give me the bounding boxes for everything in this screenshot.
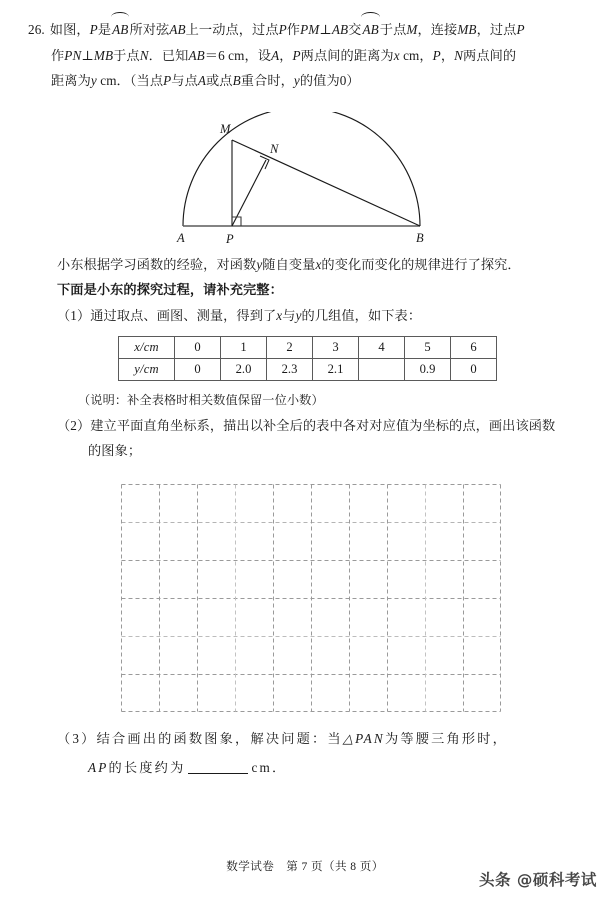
cell-y-5: 0.9 xyxy=(405,359,451,381)
segment-PN xyxy=(232,160,266,226)
stem-text: ．已知 xyxy=(148,47,189,63)
exploration-intro xyxy=(57,252,521,277)
label-P: P xyxy=(226,232,234,246)
stem-text: ，连接 xyxy=(417,22,458,37)
cell-y-3: 2.1 xyxy=(313,359,359,381)
math-var-y: y xyxy=(293,73,300,88)
math-var-P: P xyxy=(278,22,287,37)
stem-text: 作 xyxy=(286,22,301,37)
perpendicular-symbol: ⊥ xyxy=(81,47,94,63)
q3-text: 的长度约为 xyxy=(108,760,186,775)
stem-text: 上一动点，过点 xyxy=(185,22,279,37)
math-seg-PM: PM xyxy=(300,22,320,37)
math-seg-MB: MB xyxy=(93,47,114,63)
stem-text: 与点 xyxy=(171,73,198,88)
xy-data-table xyxy=(118,336,497,381)
math-var-P: P xyxy=(516,22,525,37)
question-3-line1 xyxy=(57,726,508,751)
math-var-A: A xyxy=(271,47,280,63)
geometry-svg xyxy=(150,112,460,247)
math-var-x: x xyxy=(315,257,322,272)
exploration-bold-heading: 下面是小东的探究过程，请补充完整： xyxy=(57,282,283,297)
math-var-N: N xyxy=(139,47,149,63)
table-row-x xyxy=(119,337,497,359)
stem-text: 两点间的 xyxy=(463,47,517,63)
label-M: M xyxy=(220,122,231,136)
math-var-y: y xyxy=(90,73,97,88)
math-var-y: y xyxy=(256,257,263,272)
arc-AB-notation: AB xyxy=(361,17,379,43)
math-seg-AB: AB xyxy=(331,22,349,37)
stem-text: cm．（当点 xyxy=(100,73,164,88)
q1-text: 的几组值，如下表： xyxy=(301,308,422,323)
math-triangle-PAN: △PAN xyxy=(342,731,385,746)
stem-text: ， xyxy=(440,47,455,63)
perpendicular-symbol: ⊥ xyxy=(319,22,332,37)
math-var-P: P xyxy=(432,47,441,63)
cell-x-1: 1 xyxy=(221,337,267,359)
stem-text: 作 xyxy=(51,47,65,63)
math-var-y: y xyxy=(295,308,302,323)
stem-text: 于点 xyxy=(379,22,407,37)
stem-line-1 xyxy=(28,17,584,43)
segment-MB xyxy=(232,140,420,226)
page-footer: 数学试卷 第 7 页（共 8 页） xyxy=(226,860,384,873)
cell-y-4-blank xyxy=(359,359,405,381)
stem-text: ，过点 xyxy=(476,22,517,37)
table-note: （说明：补全表格时相关数值保留一位小数） xyxy=(78,393,324,407)
stem-text: 距离为 xyxy=(51,73,91,88)
question-2-line2: 的图象； xyxy=(88,443,142,458)
math-var-x: x xyxy=(393,47,400,63)
arc-AB-notation: AB xyxy=(111,17,129,43)
math-var-A: A xyxy=(197,73,207,88)
cell-x-5: 5 xyxy=(405,337,451,359)
math-var-x: x xyxy=(276,308,283,323)
stem-text: 或点 xyxy=(206,73,233,88)
row-header-x: x/cm xyxy=(119,337,175,359)
math-seg-AP: AP xyxy=(88,760,109,775)
label-B: B xyxy=(416,231,424,245)
math-var-M: M xyxy=(406,22,418,37)
stem-text: ， xyxy=(279,47,293,63)
label-N: N xyxy=(270,142,279,156)
q1-text: 与 xyxy=(282,308,296,323)
math-seg-AB: AB xyxy=(188,47,205,63)
coordinate-grid xyxy=(121,484,501,712)
intro-text: 随自变量 xyxy=(262,257,316,272)
stem-text: 交 xyxy=(348,22,362,37)
answer-blank[interactable] xyxy=(188,773,248,774)
math-var-P: P xyxy=(89,22,98,37)
math-seg-MB: MB xyxy=(457,22,477,37)
watermark: 头条 @硕科考试 xyxy=(479,871,597,889)
cell-x-3: 3 xyxy=(313,337,359,359)
cell-x-2: 2 xyxy=(267,337,313,359)
cell-y-1: 2.0 xyxy=(221,359,267,381)
stem-text: 于点 xyxy=(113,47,140,63)
stem-text: 是 xyxy=(97,22,112,37)
intro-text: 的变化而变化的规律进行了探究． xyxy=(321,257,521,272)
row-header-y: y/cm xyxy=(119,359,175,381)
stem-line-2 xyxy=(28,43,584,69)
math-var-N: N xyxy=(454,47,464,63)
stem-text: ＝6 cm，设 xyxy=(204,47,272,63)
math-var-P: P xyxy=(292,47,301,63)
geometry-figure xyxy=(150,112,460,247)
cell-x-6: 6 xyxy=(451,337,497,359)
stem-text: 重合时， xyxy=(240,73,294,88)
stem-text: 两点间的距离为 xyxy=(300,47,394,63)
stem-text: 的值为0） xyxy=(299,73,360,88)
question-3-line2 xyxy=(88,755,287,780)
cell-y-0: 0 xyxy=(175,359,221,381)
cell-x-0: 0 xyxy=(175,337,221,359)
q3-text: 为等腰三角形时， xyxy=(384,731,509,746)
q3-unit-text: cm． xyxy=(251,760,288,775)
stem-text: 所对弦 xyxy=(129,22,170,37)
table-row-y xyxy=(119,359,497,381)
question-2-line1: （2）建立平面直角坐标系，描出以补全后的表中各对对应值为坐标的点，画出该函数 xyxy=(57,418,556,433)
stem-text: 如图， xyxy=(49,22,90,37)
q1-text: （1）通过取点、画图、测量，得到了 xyxy=(57,308,277,323)
problem-number: 26. xyxy=(28,22,45,37)
question-1-text xyxy=(57,303,421,328)
arc-AB xyxy=(183,112,420,226)
problem-statement xyxy=(28,17,584,94)
grid-svg xyxy=(121,484,501,712)
cell-y-6: 0 xyxy=(451,359,497,381)
math-var-P: P xyxy=(163,73,172,88)
stem-line-3 xyxy=(28,68,584,94)
math-var-B: B xyxy=(232,73,241,88)
cell-x-4: 4 xyxy=(359,337,405,359)
math-seg-PN: PN xyxy=(64,47,82,63)
q3-text: （3）结合画出的函数图象，解决问题：当 xyxy=(57,731,343,746)
label-A: A xyxy=(177,231,185,245)
stem-text: cm， xyxy=(403,47,433,63)
cell-y-2: 2.3 xyxy=(267,359,313,381)
intro-text: 小东根据学习函数的经验，对函数 xyxy=(57,257,257,272)
math-seg-AB: AB xyxy=(169,22,186,37)
